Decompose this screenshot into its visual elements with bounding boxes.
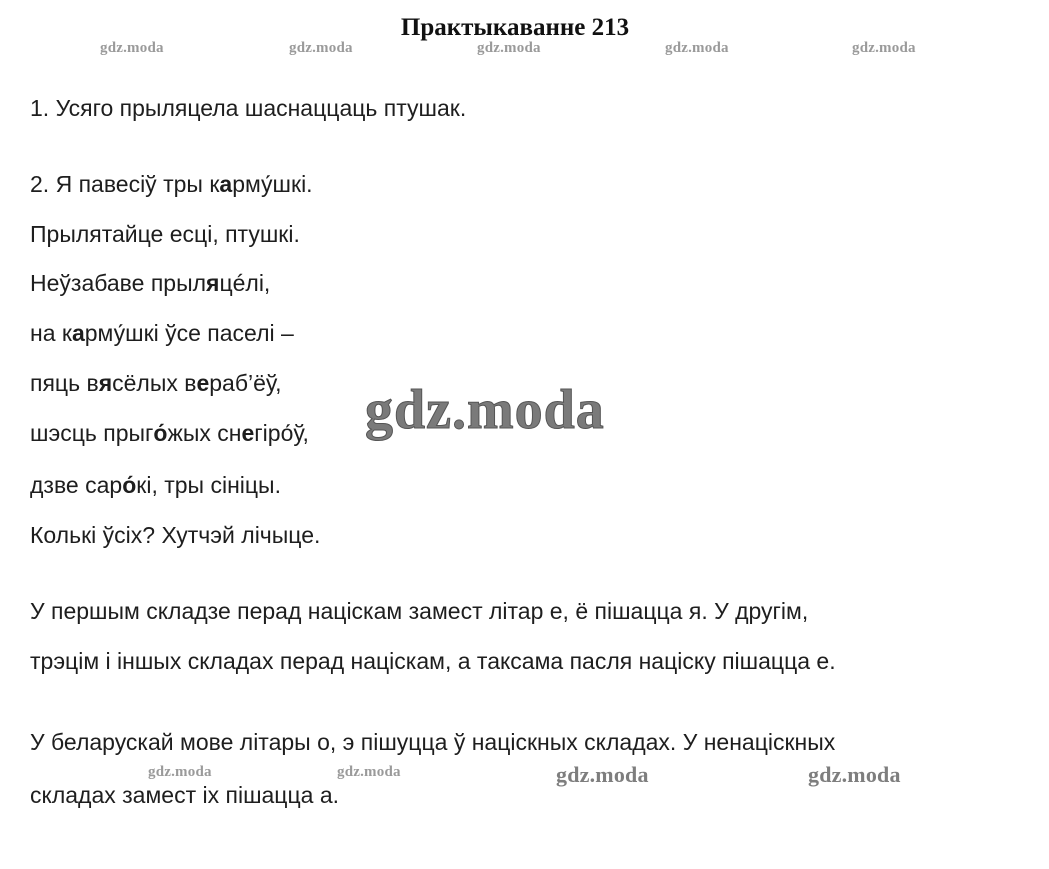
watermark: gdz.moda [808,762,901,787]
watermark: gdz.moda [148,764,212,780]
watermark: gdz.moda [556,762,649,787]
answer-1: 1. Усяго прыляцела шаснаццаць птушак. [30,95,467,121]
rule-1-line-2: трэцім і іншых складах перад націскам, а таксама пасля націску пішацца е. [30,648,836,674]
poem-line-6: шэсць прыго́жых снегіро́ў, [30,420,309,446]
watermark: gdz.moda [289,40,353,56]
poem-line-1: 2. Я павесіў тры карму́шкі. [30,171,313,197]
rule-2-line-2: складах замест іх пішацца а. [30,782,340,808]
rule-2-line-1: У беларускай мове літары о, э пішуцца ў націскных складах. У ненаціскных [30,729,836,755]
watermark: gdz.moda [337,764,401,780]
rule-1-line-1: У першым складзе перад націскам замест літар е, ё пішацца я. У другім, [30,598,809,624]
poem-line-7: дзве саро́кі, тры сініцы. [30,472,281,498]
watermark: gdz.moda [477,40,541,56]
watermark-large: gdz.moda [365,379,605,441]
poem-line-8: Колькі ўсіх? Хутчэй лічыце. [30,522,321,548]
poem-line-5: пяць вясёлых вераб’ёў, [30,370,282,396]
poem-line-4: на карму́шкі ўсе паселі – [30,320,294,346]
watermark: gdz.moda [665,40,729,56]
poem-line-3: Неўзабаве прыляцéлі, [30,270,271,296]
watermark: gdz.moda [852,40,916,56]
page-title: Практыкаванне 213 [400,14,630,41]
poem-line-2: Прылятайце есці, птушкі. [30,221,300,247]
watermark: gdz.moda [100,40,164,56]
